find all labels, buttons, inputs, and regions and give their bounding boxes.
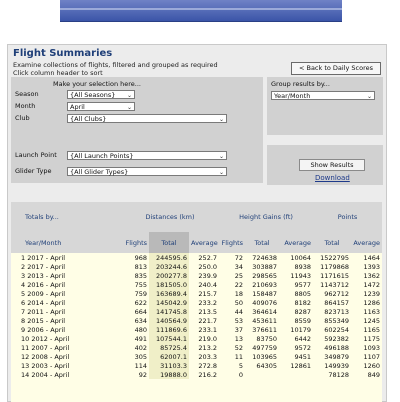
table-cell: 12 2008 - April bbox=[21, 352, 70, 361]
table-cell: 349879 bbox=[324, 352, 350, 361]
col-header-year-month[interactable]: Year/Month bbox=[11, 232, 121, 253]
table-cell: 250.0 bbox=[198, 262, 218, 271]
table-cell: 303887 bbox=[252, 262, 278, 271]
chevron-down-icon: ⌄ bbox=[218, 116, 224, 123]
table-cell: 210693 bbox=[252, 280, 278, 289]
results-table-container bbox=[11, 202, 382, 402]
glider-type-label: Glider Type bbox=[15, 167, 52, 175]
table-cell: 622 bbox=[134, 298, 147, 307]
table-cell: 10179 bbox=[290, 325, 312, 334]
table-cell: 34 bbox=[234, 262, 244, 271]
table-cell: 5 bbox=[238, 361, 244, 370]
table-cell: 1175 bbox=[363, 334, 381, 343]
table-cell: 19888.0 bbox=[149, 370, 189, 379]
table-cell: 145042.9 bbox=[149, 298, 189, 307]
table-cell: 1286 bbox=[363, 298, 381, 307]
table-cell: 9577 bbox=[294, 280, 312, 289]
table-cell: 13 2003 - April bbox=[21, 361, 70, 370]
table-cell: 11 bbox=[234, 352, 244, 361]
table-cell: 0 bbox=[238, 370, 244, 379]
table-cell: 203.3 bbox=[198, 352, 218, 361]
group-by-select-value: Year/Month bbox=[274, 92, 311, 100]
table-cell: 140564.9 bbox=[149, 316, 189, 325]
season-select[interactable] bbox=[67, 90, 135, 99]
chevron-down-icon: ⌄ bbox=[126, 92, 132, 99]
table-row bbox=[11, 325, 382, 334]
table-cell: 1163 bbox=[363, 307, 381, 316]
description-line-1: Examine collections of flights, filtered and grouped as required bbox=[13, 61, 218, 69]
group-results-label: Group results by... bbox=[271, 80, 330, 88]
table-cell: 221.7 bbox=[198, 316, 218, 325]
page-title: Flight Summaries bbox=[13, 48, 113, 59]
table-cell: 759 bbox=[134, 289, 147, 298]
totals-by-header: Totals by... bbox=[11, 202, 121, 232]
table-cell: 272.8 bbox=[198, 361, 218, 370]
table-cell: 1472 bbox=[363, 280, 381, 289]
table-cell: 864157 bbox=[324, 298, 350, 307]
table-cell: 6 2014 - April bbox=[21, 298, 66, 307]
col-header-height-average[interactable]: Average bbox=[279, 232, 313, 253]
table-cell: 849 bbox=[367, 370, 381, 379]
table-cell: 8 2015 - April bbox=[21, 316, 66, 325]
col-header-distance-flights[interactable]: Flights bbox=[121, 232, 149, 253]
table-row bbox=[11, 352, 382, 361]
table-cell: 64305 bbox=[256, 361, 278, 370]
table-row bbox=[11, 361, 382, 370]
table-cell: 497759 bbox=[252, 343, 278, 352]
table-cell: 163689.4 bbox=[149, 289, 189, 298]
table-cell: 8938 bbox=[294, 262, 312, 271]
height-gains-header: Height Gains (ft) bbox=[219, 202, 313, 232]
table-cell: 141745.8 bbox=[149, 307, 189, 316]
table-cell: 9 2006 - April bbox=[21, 325, 66, 334]
table-group-header-row bbox=[11, 202, 382, 232]
glider-type-select-value: {All Glider Types} bbox=[70, 168, 129, 176]
table-cell: 233.1 bbox=[198, 325, 218, 334]
table-cell: 364614 bbox=[252, 307, 278, 316]
table-cell: 8559 bbox=[294, 316, 312, 325]
flight-summaries-panel bbox=[7, 44, 387, 402]
table-cell: 107544.1 bbox=[149, 334, 189, 343]
selection-filters bbox=[11, 77, 263, 183]
grouping-box bbox=[267, 77, 383, 135]
table-cell: 1179868 bbox=[320, 262, 350, 271]
banner-graphic bbox=[60, 0, 342, 22]
table-cell: 835 bbox=[134, 271, 147, 280]
table-cell: 216.2 bbox=[198, 370, 218, 379]
table-cell: 9451 bbox=[294, 352, 312, 361]
table-cell: 5 2009 - April bbox=[21, 289, 66, 298]
table-cell: 78128 bbox=[328, 370, 350, 379]
club-label: Club bbox=[15, 114, 30, 122]
table-cell: 14 2004 - April bbox=[21, 370, 70, 379]
table-cell: 11943 bbox=[290, 271, 312, 280]
table-cell: 44 bbox=[234, 307, 244, 316]
table-cell: 85725.4 bbox=[149, 343, 189, 352]
table-cell: 1362 bbox=[363, 271, 381, 280]
table-cell: 1522795 bbox=[320, 253, 350, 262]
table-cell: 1239 bbox=[363, 289, 381, 298]
table-cell: 114 bbox=[134, 361, 147, 370]
table-row bbox=[11, 298, 382, 307]
table-cell: 37 bbox=[234, 325, 244, 334]
table-cell: 252.7 bbox=[198, 253, 218, 262]
show-results-button[interactable]: Show Results bbox=[299, 159, 365, 171]
table-cell: 9572 bbox=[294, 343, 312, 352]
table-cell: 409076 bbox=[252, 298, 278, 307]
table-cell: 376611 bbox=[252, 325, 278, 334]
table-row bbox=[11, 280, 382, 289]
table-cell: 12861 bbox=[290, 361, 312, 370]
table-cell: 592382 bbox=[324, 334, 350, 343]
table-cell: 4 2016 - April bbox=[21, 280, 66, 289]
table-cell: 149939 bbox=[324, 361, 350, 370]
launch-point-select-value: {All Launch Points} bbox=[70, 152, 134, 160]
season-label: Season bbox=[15, 90, 39, 98]
table-row bbox=[11, 316, 382, 325]
table-cell: 31103.3 bbox=[149, 361, 189, 370]
table-row bbox=[11, 271, 382, 280]
back-to-daily-scores-button[interactable]: < Back to Daily Scores bbox=[291, 62, 381, 75]
table-cell: 1260 bbox=[363, 361, 381, 370]
distances-header: Distances (km) bbox=[121, 202, 219, 232]
table-cell: 1 2017 - April bbox=[21, 253, 66, 262]
table-cell: 240.4 bbox=[198, 280, 218, 289]
table-cell: 3 2013 - April bbox=[21, 271, 66, 280]
table-cell bbox=[279, 370, 313, 379]
chevron-down-icon: ⌄ bbox=[218, 169, 224, 176]
description-line-2: Click column header to sort bbox=[13, 69, 103, 77]
table-cell: 724638 bbox=[252, 253, 278, 262]
table-cell: 181505.0 bbox=[149, 280, 189, 289]
table-row bbox=[11, 343, 382, 352]
table-row bbox=[11, 262, 382, 271]
table-cell: 1464 bbox=[363, 253, 381, 262]
chevron-down-icon: ⌄ bbox=[126, 104, 132, 111]
table-cell: 111869.6 bbox=[149, 325, 189, 334]
col-header-distance-average[interactable]: Average bbox=[189, 232, 219, 253]
table-cell: 755 bbox=[134, 280, 147, 289]
table-cell: 813 bbox=[134, 262, 147, 271]
table-cell: 496188 bbox=[324, 343, 350, 352]
table-cell: 1245 bbox=[363, 316, 381, 325]
table-cell: 602254 bbox=[324, 325, 350, 334]
table-cell: 6442 bbox=[294, 334, 312, 343]
table-row bbox=[11, 307, 382, 316]
table-cell: 25 bbox=[234, 271, 244, 280]
table-cell: 823713 bbox=[324, 307, 350, 316]
table-cell: 233.2 bbox=[198, 298, 218, 307]
table-cell: 92 bbox=[138, 370, 147, 379]
table-cell: 453611 bbox=[252, 316, 278, 325]
table-cell: 10 2012 - April bbox=[21, 334, 70, 343]
table-cell: 53 bbox=[234, 316, 244, 325]
table-cell: 158487 bbox=[252, 289, 278, 298]
table-cell: 2 2017 - April bbox=[21, 262, 66, 271]
table-cell: 200277.8 bbox=[149, 271, 189, 280]
table-cell: 1107 bbox=[363, 352, 381, 361]
table-cell: 480 bbox=[134, 325, 147, 334]
table-cell: 213.5 bbox=[198, 307, 218, 316]
table-cell: 8805 bbox=[294, 289, 312, 298]
table-cell: 7 2011 - April bbox=[21, 307, 66, 316]
table-cell bbox=[245, 370, 279, 379]
table-cell: 18 bbox=[234, 289, 244, 298]
launch-point-select[interactable] bbox=[67, 151, 227, 160]
table-cell: 1165 bbox=[363, 325, 381, 334]
col-header-points-average[interactable]: Average bbox=[351, 232, 382, 253]
table-cell: 298565 bbox=[252, 271, 278, 280]
page-description bbox=[13, 61, 218, 77]
table-cell: 968 bbox=[134, 253, 147, 262]
month-select[interactable] bbox=[67, 102, 135, 111]
table-row bbox=[11, 334, 382, 343]
table-cell: 203244.6 bbox=[149, 262, 189, 271]
table-row bbox=[11, 289, 382, 298]
group-by-select[interactable] bbox=[271, 91, 375, 100]
table-row bbox=[11, 370, 382, 379]
table-cell: 305 bbox=[134, 352, 147, 361]
table-cell: 215.7 bbox=[198, 289, 218, 298]
table-cell: 1171615 bbox=[320, 271, 350, 280]
make-selection-label: Make your selection here... bbox=[53, 80, 141, 88]
chevron-down-icon: ⌄ bbox=[218, 153, 224, 160]
table-cell: 8182 bbox=[294, 298, 312, 307]
table-cell: 1093 bbox=[363, 343, 381, 352]
table-cell: 1393 bbox=[363, 262, 381, 271]
table-cell: 72 bbox=[234, 253, 244, 262]
table-cell: 213.2 bbox=[198, 343, 218, 352]
table-cell: 22 bbox=[234, 280, 244, 289]
month-select-value: April bbox=[70, 103, 85, 111]
results-table-body bbox=[11, 253, 382, 379]
table-cell: 1143712 bbox=[320, 280, 350, 289]
col-header-height-total[interactable]: Total bbox=[245, 232, 279, 253]
table-cell: 402 bbox=[134, 343, 147, 352]
points-header: Points bbox=[313, 202, 382, 232]
table-cell: 244595.6 bbox=[149, 253, 189, 262]
col-header-height-flights[interactable]: Flights bbox=[219, 232, 245, 253]
col-header-distance-total[interactable]: Total bbox=[149, 232, 189, 253]
club-select[interactable] bbox=[67, 114, 227, 123]
chevron-down-icon: ⌄ bbox=[366, 93, 372, 100]
season-select-value: {All Seasons} bbox=[70, 91, 116, 99]
launch-point-label: Launch Point bbox=[15, 151, 57, 159]
table-column-header-row bbox=[11, 232, 382, 253]
col-header-points-total[interactable]: Total bbox=[313, 232, 351, 253]
table-cell: 52 bbox=[234, 343, 244, 352]
table-cell: 664 bbox=[134, 307, 147, 316]
site-banner bbox=[0, 0, 400, 42]
month-label: Month bbox=[15, 102, 36, 110]
table-cell: 10064 bbox=[290, 253, 312, 262]
results-table bbox=[11, 202, 382, 379]
table-cell: 634 bbox=[134, 316, 147, 325]
club-select-value: {All Clubs} bbox=[70, 115, 107, 123]
table-cell: 103965 bbox=[252, 352, 278, 361]
table-cell: 11 2007 - April bbox=[21, 343, 70, 352]
table-cell: 13 bbox=[234, 334, 244, 343]
table-cell: 50 bbox=[234, 298, 244, 307]
table-cell: 8287 bbox=[294, 307, 312, 316]
table-cell: 83750 bbox=[256, 334, 278, 343]
glider-type-select[interactable] bbox=[67, 167, 227, 176]
table-cell: 962712 bbox=[324, 289, 350, 298]
table-cell: 219.0 bbox=[198, 334, 218, 343]
table-cell: 855349 bbox=[324, 316, 350, 325]
table-cell: 491 bbox=[134, 334, 147, 343]
download-link[interactable]: Download bbox=[315, 174, 350, 182]
table-row bbox=[11, 253, 382, 262]
table-cell: 62007.1 bbox=[149, 352, 189, 361]
table-cell: 239.9 bbox=[198, 271, 218, 280]
